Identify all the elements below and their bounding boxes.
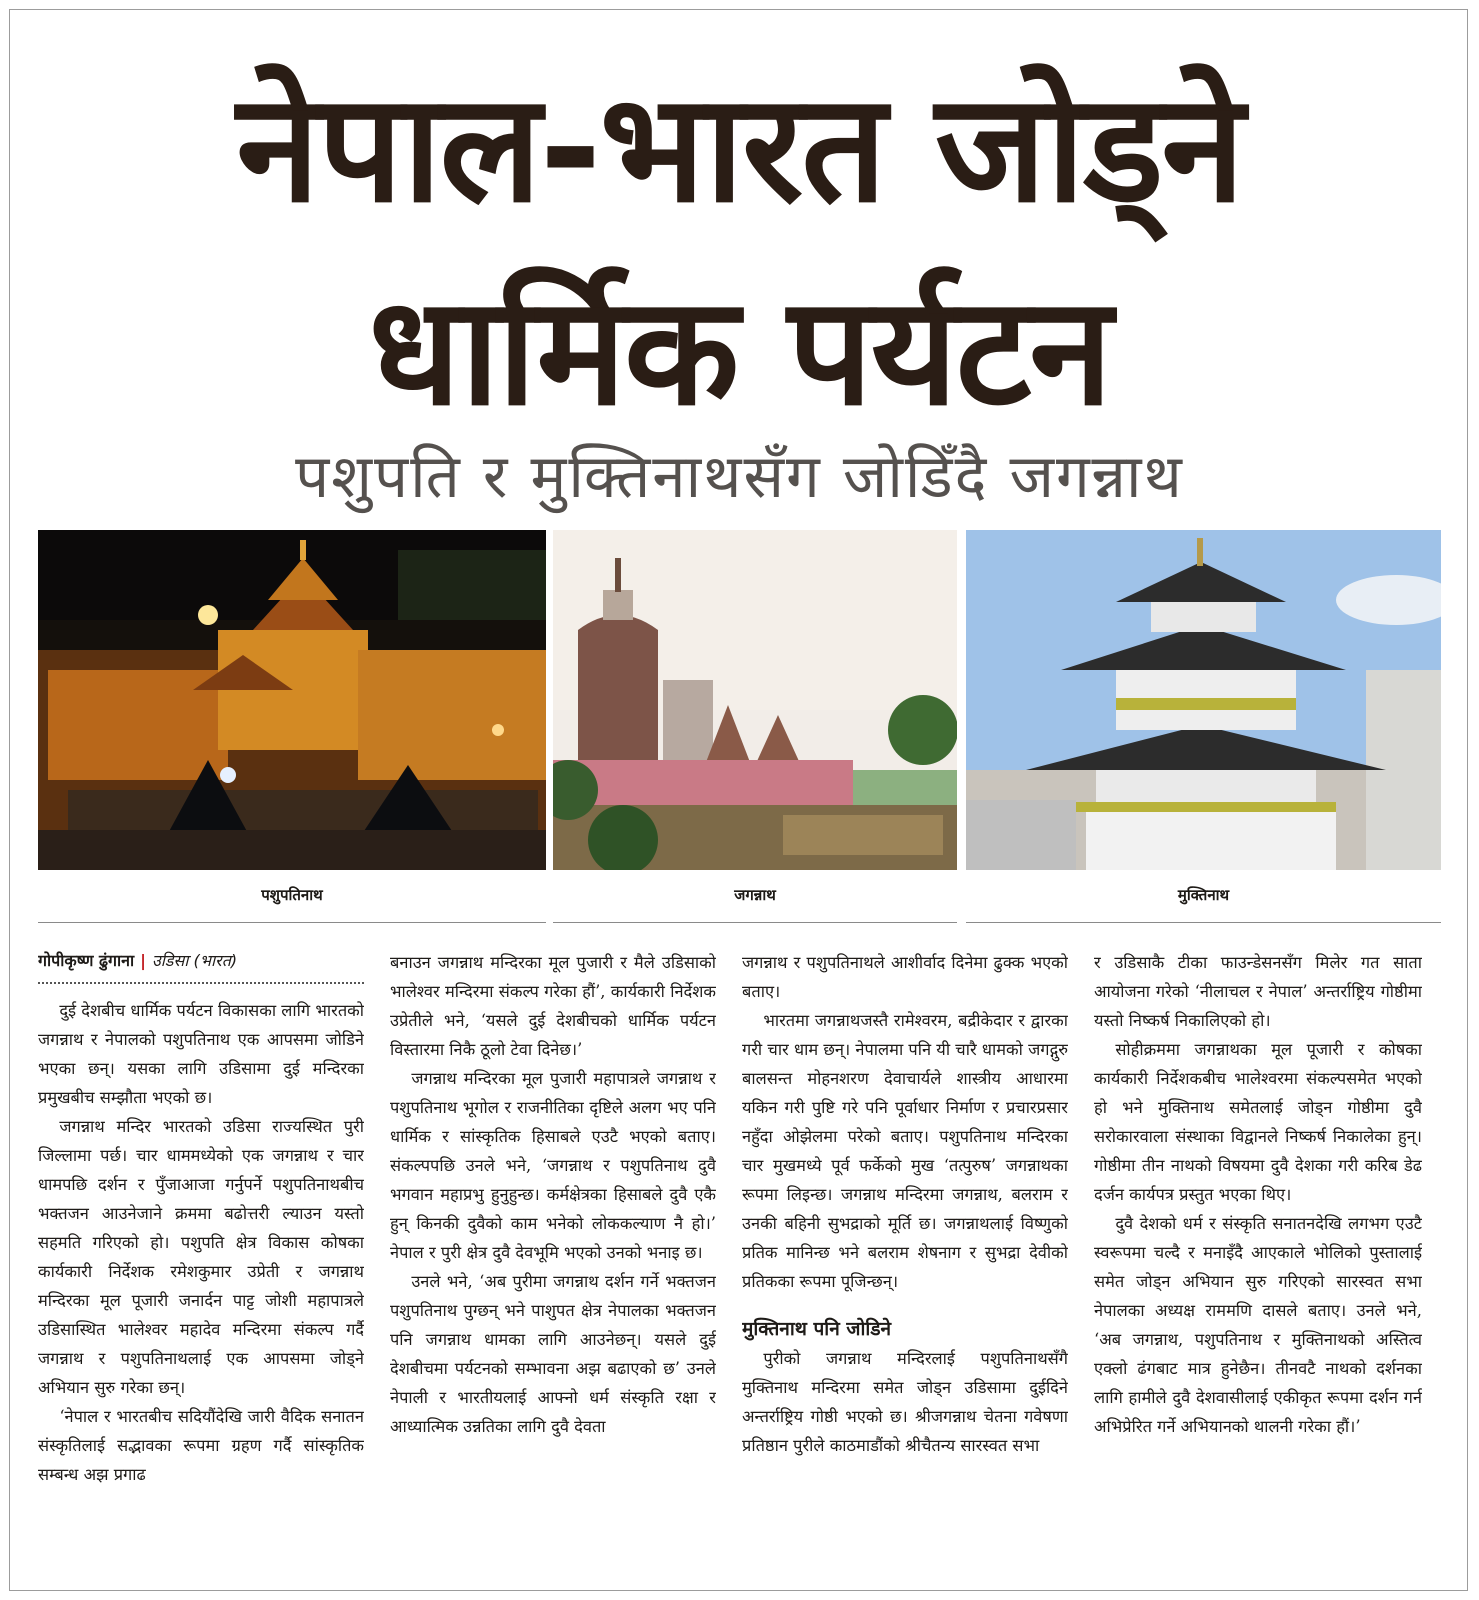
paragraph: भारतमा जगन्नाथजस्तै रामेश्वरम, बद्रीकेदार र द्वारका गरी चार धाम छन्। नेपालमा पनि यी चारै धामको जगद्गुरु बालसन्त मोहनशरण देवाचार्यले शास्त्रीय आधारमा यकिन गरी पुष्टि गरे पनि पूर्वाधार निर्माण र प्रचारप्रसार नहुँदा ओझेलमा परेको बताए। पशुपतिनाथ मन्दिरका चार मुखमध्ये पूर्व फर्केको मुख ‘तत्पुरुष’ जगन्नाथका रूपमा लिइन्छ। जगन्नाथ मन्दिरमा जगन्नाथ, बलराम र उनकी बहिनी सुभद्राको मूर्ति छ। जगन्नाथलाई विष्णुको प्रतिक मानिन्छ भने बलराम शेषनाग र सुभद्रा देवीको प्रतिकका रूपमा पूजिन्छन्। — [742, 1011, 1068, 1291]
newspaper-page — [9, 9, 1468, 1591]
photo-pashupatinath — [38, 530, 546, 870]
subheadline: पशुपति र मुक्तिनाथसँग जोडिँदै जगन्नाथ — [295, 442, 1184, 512]
section-heading: मुक्तिनाथ पनि जोडिने — [742, 1318, 892, 1340]
headline-line-1: नेपाल-भारत जोड्ने — [236, 62, 1243, 236]
article-column-2 — [390, 948, 716, 1578]
paragraph: र उडिसाकै टीका फाउन्डेसनसँग मिलेर गत साता आयोजना गरेको ‘नीलाचल र नेपाल’ अन्तर्राष्ट्रिय गोष्ठीमा यस्तो निष्कर्ष निकालिएको हो। — [1094, 953, 1422, 1030]
byline — [38, 948, 364, 984]
headline-line-2: धार्मिक पर्यटन — [368, 265, 1111, 439]
paragraph: जगन्नाथ मन्दिरका मूल पुजारी महापात्रले जगन्नाथ र पशुपतिनाथ भूगोल र राजनीतिका दृष्टिले अलग भए पनि धार्मिक र सांस्कृतिक हिसाबले एउटै भएको बताए। संकल्पपछि उनले भने, ‘जगन्नाथ र पशुपतिनाथ दुवै भगवान महाप्रभु हुनुहुन्छ। कर्मक्षेत्रका हिसाबले दुवै एकै हुन् किनकी दुवैको काम भनेको लोककल्याण नै हो।’ नेपाल र पुरी क्षेत्र दुवै देवभूमि भएको उनको भनाइ छ। — [390, 1069, 716, 1262]
article-column-1 — [38, 948, 364, 1578]
article-column-3 — [742, 948, 1068, 1578]
photo-muktinath — [966, 530, 1441, 870]
paragraph: उनले भने, ‘अब पुरीमा जगन्नाथ दर्शन गर्ने भक्तजन पशुपतिनाथ पुग्छन् भने पाशुपत क्षेत्र नेपालका भक्तजन पनि जगन्नाथ धामका लागि आउनेछन्। यसले दुई देशबीचमा पर्यटनको सम्भावना अझ बढाएको छ’ उनले नेपाली र भारतीयलाई आफ्नो धर्म संस्कृति रक्षा र आध्यात्मिक उन्नतिका लागि दुवै देवता — [390, 1272, 716, 1436]
article-column-4 — [1094, 948, 1422, 1578]
paragraph: बनाउन जगन्नाथ मन्दिरका मूल पुजारी र मैले उडिसाको भालेश्वर मन्दिरमा संकल्प गरेका हौं’, कार्यकारी निर्देशक उप्रेतीले भने, ‘यसले दुई देशबीचको धार्मिक पर्यटन विस्तारमा निकै ठूलो टेवा दिनेछ।’ — [390, 953, 716, 1059]
caption-jagannath: जगन्नाथ — [553, 883, 957, 923]
byline-location: उडिसा (भारत) — [152, 951, 238, 970]
paragraph: जगन्नाथ र पशुपतिनाथले आशीर्वाद दिनेमा ढुक्क भएको बताए। — [742, 953, 1068, 1001]
paragraph: ‘नेपाल र भारतबीच सदियौंदेखि जारी वैदिक सनातन संस्कृतिलाई सद्भावका रूपमा ग्रहण गर्दै सांस्कृतिक सम्बन्ध अझ प्रगाढ — [38, 1407, 364, 1484]
paragraph: पुरीको जगन्नाथ मन्दिरलाई पशुपतिनाथसँगै मुक्तिनाथ मन्दिरमा समेत जोड्न उडिसामा दुईदिने अन्तर्राष्ट्रिय गोष्ठी भएको छ। श्रीजगन्नाथ चेतना गवेषणा प्रतिष्ठान पुरीले काठमाडौंको श्रीचैतन्य सारस्वत सभा — [742, 1349, 1068, 1455]
caption-pashupatinath: पशुपतिनाथ — [38, 883, 546, 923]
caption-muktinath: मुक्तिनाथ — [966, 883, 1441, 923]
photo-jagannath — [553, 530, 957, 870]
paragraph: सोहीक्रममा जगन्नाथका मूल पूजारी र कोषका कार्यकारी निर्देशकबीच भालेश्वरमा संकल्पसमेत भएको हो भने मुक्तिनाथ समेतलाई जोड्न गोष्ठीमा दुवै सरोकारवाला संस्थाका विद्वानले निष्कर्ष निकालेका हुन्। गोष्ठीमा तीन नाथको विषयमा दुवै देशका गरी करिब डेढ दर्जन कार्यपत्र प्रस्तुत भएका थिए। — [1094, 1040, 1422, 1204]
paragraph: जगन्नाथ मन्दिर भारतको उडिसा राज्यस्थित पुरी जिल्लामा पर्छ। चार धाममध्येको एक जगन्नाथ र चार धामपछि दर्शन र पुँजाआजा गर्नुपर्ने पशुपतिनाथबीच भक्तजन आउनेजाने क्रममा बढोत्तरी ल्याउन यस्तो सहमति गरिएको हो। पशुपति क्षेत्र विकास कोषका कार्यकारी निर्देशक रमेशकुमार उप्रेती र जगन्नाथ मन्दिरका मूल पूजारी जनार्दन पाट्ट जोशी महापात्रले उडिसास्थित भालेश्वर महादेव मन्दिरमा संकल्प गर्दै जगन्नाथ र पशुपतिनाथलाई एक आपसमा जोड्ने अभियान सुरु गरेका छन्। — [38, 1117, 364, 1397]
byline-author: गोपीकृष्ण ढुंगाना — [38, 951, 135, 970]
byline-separator: | — [140, 951, 146, 970]
paragraph: दुई देशबीच धार्मिक पर्यटन विकासका लागि भारतको जगन्नाथ र नेपालको पशुपतिनाथ एक आपसमा जोडिने भएका छन्। यसका लागि उडिसामा दुई मन्दिरका प्रमुखबीच सम्झौता भएको छ। — [38, 1001, 364, 1107]
paragraph: दुवै देशको धर्म र संस्कृति सनातनदेखि लगभग एउटै स्वरूपमा चल्दै र मनाइँदै आएकाले भोलिको पुस्तालाई समेत जोड्न अभियान सुरु गरिएको सारस्वत सभा नेपालका अध्यक्ष राममणि दासले बताए। उनले भने, ‘अब जगन्नाथ, पशुपतिनाथ र मुक्तिनाथको अस्तित्व एक्लो ढंगबाट मात्र हुनेछैन। तीनवटै नाथको दर्शनका लागि हामीले दुवै देशवासीलाई एकीकृत रूपमा दर्शन गर्न अभिप्रेरित गर्ने अभियानको थालनी गरेका हौं।’ — [1094, 1214, 1422, 1436]
